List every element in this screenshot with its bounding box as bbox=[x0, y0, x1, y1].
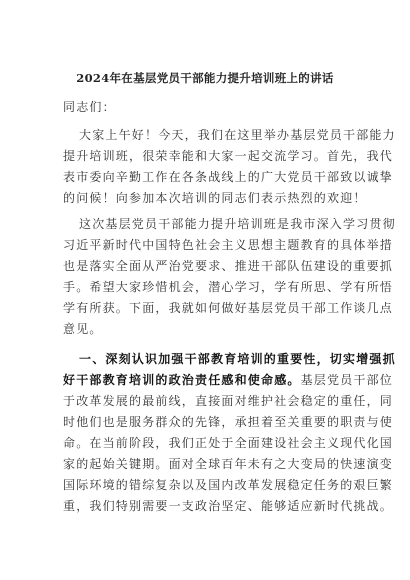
section-body-line: 国际环境的错综复杂以及国内改革发展稳定任务的艰巨繁 bbox=[63, 478, 394, 492]
section-heading-text: 好干部教育培训的政治责任感和使命感。 bbox=[63, 373, 301, 387]
paragraph2-line: 意见。 bbox=[63, 322, 103, 336]
section-body-line: 时他们也是服务群众的先锋，承担着至关重要的职责与使 bbox=[63, 415, 394, 429]
paragraph2-line: 学有所获。下面，我就如何做好基层党员干部工作谈几点 bbox=[63, 301, 394, 315]
section-body-line: 重，我们特别需要一支政治坚定、能够适应新时代挑战。 bbox=[63, 499, 394, 513]
salutation: 同志们： bbox=[63, 100, 116, 114]
section-body-line: 家的起始关键期。面对全球百年未有之大变局的快速演变 bbox=[63, 457, 394, 471]
paragraph2-line: 也是落实全面从严治党要求、推进干部队伍建设的重要抓 bbox=[63, 259, 394, 273]
section-heading-line: 一、深刻认识加强干部教育培训的重要性，切实增强抓 bbox=[79, 352, 396, 366]
paragraph1-line: 大家上午好！今天，我们在这里举办基层党员干部能力 bbox=[79, 128, 396, 142]
section-heading-line-with-body bbox=[63, 371, 393, 388]
section-body-text: 基层党员干部位 bbox=[300, 373, 394, 387]
section-body-line: 于改革发展的最前线，直接面对维护社会稳定的重任，同 bbox=[63, 394, 394, 408]
document-title: 2024年在基层党员干部能力提升培训班上的讲话 bbox=[76, 71, 334, 85]
paragraph2-line: 手。希望大家珍惜机会，潜心学习，学有所思、学有所悟 bbox=[63, 280, 394, 294]
section-body-line: 命。在当前阶段，我们正处于全面建设社会主义现代化国 bbox=[63, 436, 394, 450]
paragraph1-line: 的问候！向参加本次培训的同志们表示热烈的欢迎！ bbox=[63, 191, 367, 205]
paragraph1-line: 提升培训班，很荣幸能和大家一起交流学习。首先，我代 bbox=[63, 149, 394, 163]
paragraph2-line: 习近平新时代中国特色社会主义思想主题教育的具体举措 bbox=[63, 238, 394, 252]
paragraph1-line: 表市委向辛勤工作在各条战线上的广大党员干部致以诚挚 bbox=[63, 170, 394, 184]
paragraph2-line: 这次基层党员干部能力提升培训班是我市深入学习贯彻 bbox=[79, 217, 396, 231]
